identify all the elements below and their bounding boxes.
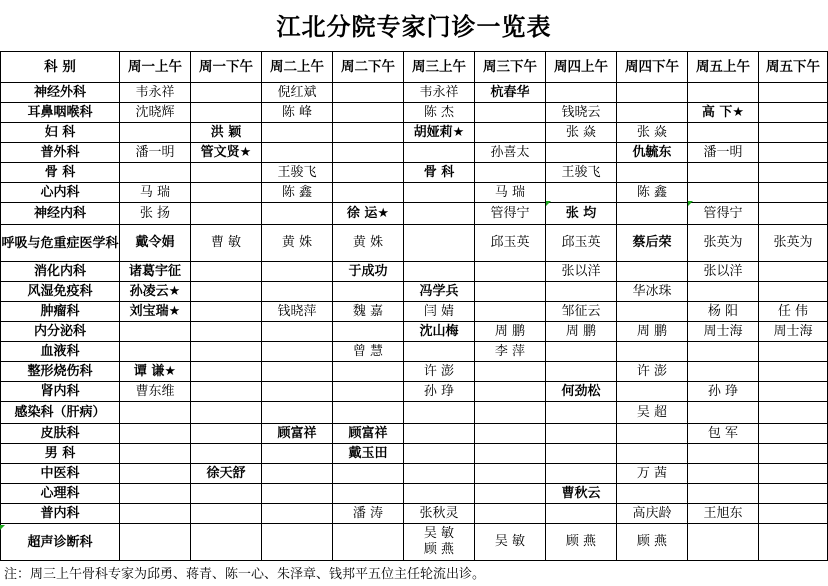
dept-cell: 超声诊断科 — [1, 524, 120, 561]
doctor-cell: 韦永祥 — [404, 83, 475, 103]
doctor-cell — [759, 504, 828, 524]
table-row — [1, 143, 828, 163]
doctor-cell — [191, 83, 262, 103]
doctor-cell: 马 瑞 — [475, 183, 546, 203]
header-session: 周五下午 — [759, 52, 828, 83]
doctor-cell — [404, 424, 475, 444]
doctor-cell: 沈晓辉 — [120, 103, 191, 123]
header-session: 周五上午 — [688, 52, 759, 83]
doctor-cell — [333, 282, 404, 302]
doctor-cell — [262, 444, 333, 464]
dept-cell: 妇 科 — [1, 123, 120, 143]
doctor-cell: 周 鹏 — [546, 322, 617, 342]
doctor-cell — [191, 524, 262, 561]
table-row — [1, 83, 828, 103]
doctor-cell — [546, 402, 617, 424]
doctor-cell — [333, 464, 404, 484]
table-row — [1, 444, 828, 464]
dept-cell: 神经外科 — [1, 83, 120, 103]
doctor-cell — [617, 302, 688, 322]
dept-cell: 肾内科 — [1, 382, 120, 402]
doctor-cell — [546, 444, 617, 464]
doctor-cell — [191, 203, 262, 225]
doctor-cell — [333, 163, 404, 183]
doctor-cell — [191, 262, 262, 282]
doctor-cell — [617, 484, 688, 504]
dept-cell: 神经内科 — [1, 203, 120, 225]
doctor-cell — [688, 123, 759, 143]
doctor-cell — [546, 464, 617, 484]
doctor-cell: 张英为 — [688, 225, 759, 262]
doctor-cell: 许 澎 — [617, 362, 688, 382]
doctor-cell — [617, 262, 688, 282]
doctor-cell: 诸葛宇征 — [120, 262, 191, 282]
doctor-cell: 曹 敏 — [191, 225, 262, 262]
doctor-cell — [404, 143, 475, 163]
doctor-cell: 钱晓云 — [546, 103, 617, 123]
doctor-cell — [688, 163, 759, 183]
doctor-cell — [475, 424, 546, 444]
doctor-cell: 曹东维 — [120, 382, 191, 402]
doctor-cell — [475, 103, 546, 123]
doctor-cell: 张以洋 — [688, 262, 759, 282]
doctor-cell: 孙凌云★ — [120, 282, 191, 302]
doctor-cell: 闫 婧 — [404, 302, 475, 322]
doctor-cell — [333, 183, 404, 203]
doctor-cell — [333, 362, 404, 382]
doctor-cell: 仇毓东 — [617, 143, 688, 163]
doctor-cell — [617, 103, 688, 123]
doctor-cell — [333, 143, 404, 163]
doctor-cell: 钱晓萍 — [262, 302, 333, 322]
doctor-cell — [475, 302, 546, 322]
doctor-cell: 孙 琤 — [688, 382, 759, 402]
doctor-cell — [120, 342, 191, 362]
doctor-cell: 李 萍 — [475, 342, 546, 362]
doctor-cell: 周士海 — [759, 322, 828, 342]
doctor-cell — [475, 444, 546, 464]
doctor-cell: 曾 慧 — [333, 342, 404, 362]
header-session: 周四上午 — [546, 52, 617, 83]
doctor-cell — [759, 342, 828, 362]
doctor-cell — [191, 382, 262, 402]
doctor-cell — [262, 504, 333, 524]
doctor-cell: 张 均 — [546, 203, 617, 225]
doctor-cell — [262, 524, 333, 561]
doctor-cell — [191, 282, 262, 302]
doctor-cell: 任 伟 — [759, 302, 828, 322]
doctor-cell: 管得宁 — [475, 203, 546, 225]
doctor-cell: 周 鹏 — [617, 322, 688, 342]
doctor-cell: 顾 燕 — [546, 524, 617, 561]
doctor-cell — [404, 183, 475, 203]
doctor-cell — [546, 83, 617, 103]
doctor-cell — [759, 484, 828, 504]
dept-cell: 肿瘤科 — [1, 302, 120, 322]
doctor-cell: 邹征云 — [546, 302, 617, 322]
doctor-cell — [688, 444, 759, 464]
doctor-cell — [475, 484, 546, 504]
doctor-cell — [546, 183, 617, 203]
doctor-cell: 孙 琤 — [404, 382, 475, 402]
doctor-cell — [191, 444, 262, 464]
doctor-cell — [333, 322, 404, 342]
doctor-cell — [617, 163, 688, 183]
doctor-cell — [688, 362, 759, 382]
doctor-cell: 潘 涛 — [333, 504, 404, 524]
doctor-cell — [475, 402, 546, 424]
doctor-cell — [475, 464, 546, 484]
doctor-cell: 胡娅莉★ — [404, 123, 475, 143]
table-row — [1, 203, 828, 225]
doctor-cell — [759, 163, 828, 183]
doctor-cell — [759, 382, 828, 402]
doctor-cell — [262, 464, 333, 484]
doctor-cell — [333, 103, 404, 123]
doctor-cell: 王骏飞 — [546, 163, 617, 183]
doctor-cell: 沈山梅 — [404, 322, 475, 342]
doctor-cell — [688, 484, 759, 504]
doctor-cell — [404, 444, 475, 464]
doctor-cell: 陈 鑫 — [262, 183, 333, 203]
doctor-cell — [688, 524, 759, 561]
doctor-cell — [688, 402, 759, 424]
table-row — [1, 225, 828, 262]
header-session: 周三上午 — [404, 52, 475, 83]
doctor-cell — [333, 524, 404, 561]
doctor-cell: 顾 燕 — [617, 524, 688, 561]
doctor-cell: 陈 杰 — [404, 103, 475, 123]
doctor-cell — [688, 183, 759, 203]
doctor-cell: 潘一明 — [120, 143, 191, 163]
doctor-cell: 张秋灵 — [404, 504, 475, 524]
doctor-cell: 吴 超 — [617, 402, 688, 424]
dept-cell: 中医科 — [1, 464, 120, 484]
doctor-cell: 陈 鑫 — [617, 183, 688, 203]
page-title: 江北分院专家门诊一览表 — [276, 11, 552, 41]
table-row — [1, 322, 828, 342]
doctor-cell: 王骏飞 — [262, 163, 333, 183]
doctor-cell — [262, 282, 333, 302]
doctor-cell — [191, 302, 262, 322]
doctor-cell: 高庆龄 — [617, 504, 688, 524]
doctor-cell: 戴令娟 — [120, 225, 191, 262]
dept-cell: 普内科 — [1, 504, 120, 524]
footnote: 注：周三上午骨科专家为邱勇、蒋青、陈一心、朱泽章、钱邦平五位主任轮流出诊。 — [4, 567, 486, 582]
doctor-cell — [475, 504, 546, 524]
doctor-cell: 张 焱 — [617, 123, 688, 143]
doctor-cell — [759, 282, 828, 302]
doctor-cell — [759, 444, 828, 464]
doctor-cell — [191, 163, 262, 183]
doctor-cell — [546, 342, 617, 362]
doctor-cell — [120, 504, 191, 524]
header-dept: 科 别 — [1, 52, 120, 83]
doctor-cell — [262, 203, 333, 225]
comment-marker-icon — [0, 525, 5, 530]
table-row — [1, 103, 828, 123]
doctor-cell — [617, 424, 688, 444]
table-row — [1, 123, 828, 143]
doctor-cell — [120, 424, 191, 444]
doctor-cell: 戴玉田 — [333, 444, 404, 464]
doctor-name: 吴 敏 — [423, 526, 455, 541]
table-row — [1, 282, 828, 302]
doctor-cell — [759, 143, 828, 163]
doctor-cell — [191, 484, 262, 504]
doctor-cell: 张英为 — [759, 225, 828, 262]
doctor-cell — [120, 402, 191, 424]
comment-marker-icon — [688, 201, 693, 206]
doctor-cell — [191, 362, 262, 382]
doctor-cell — [120, 524, 191, 561]
doctor-cell — [617, 382, 688, 402]
table-row — [1, 342, 828, 362]
doctor-cell — [617, 83, 688, 103]
doctor-cell: 陈 峰 — [262, 103, 333, 123]
doctor-cell — [191, 402, 262, 424]
doctor-cell — [262, 262, 333, 282]
table-row — [1, 504, 828, 524]
doctor-cell: 韦永祥 — [120, 83, 191, 103]
doctor-cell: 潘一明 — [688, 143, 759, 163]
table-row — [1, 464, 828, 484]
dept-cell: 普外科 — [1, 143, 120, 163]
doctor-cell — [262, 402, 333, 424]
doctor-cell: 洪 颖 — [191, 123, 262, 143]
dept-cell: 感染科（肝病） — [1, 402, 120, 424]
doctor-cell: 张 焱 — [546, 123, 617, 143]
header-session: 周一上午 — [120, 52, 191, 83]
doctor-cell: 曹秋云 — [546, 484, 617, 504]
doctor-cell — [262, 484, 333, 504]
doctor-cell — [759, 262, 828, 282]
doctor-cell: 谭 谦★ — [120, 362, 191, 382]
table-row — [1, 424, 828, 444]
doctor-cell — [688, 282, 759, 302]
doctor-cell — [120, 484, 191, 504]
doctor-cell: 吴 敏 — [475, 524, 546, 561]
doctor-cell: 黄 姝 — [262, 225, 333, 262]
doctor-cell — [475, 262, 546, 282]
dept-cell: 皮肤科 — [1, 424, 120, 444]
doctor-cell — [404, 402, 475, 424]
doctor-cell — [688, 83, 759, 103]
table-row — [1, 302, 828, 322]
header-session: 周二下午 — [333, 52, 404, 83]
doctor-cell — [546, 143, 617, 163]
dept-cell: 血液科 — [1, 342, 120, 362]
schedule-table — [0, 51, 828, 561]
doctor-cell — [191, 424, 262, 444]
doctor-cell — [333, 484, 404, 504]
doctor-cell: 顾富祥 — [333, 424, 404, 444]
doctor-cell — [262, 382, 333, 402]
doctor-cell — [759, 362, 828, 382]
doctor-cell — [759, 183, 828, 203]
doctor-cell: 万 茜 — [617, 464, 688, 484]
doctor-cell: 何劲松 — [546, 382, 617, 402]
doctor-cell — [475, 163, 546, 183]
doctor-cell — [333, 83, 404, 103]
header-session: 周一下午 — [191, 52, 262, 83]
doctor-cell: 邱玉英 — [475, 225, 546, 262]
dept-cell: 骨 科 — [1, 163, 120, 183]
doctor-cell — [475, 123, 546, 143]
doctor-cell — [759, 464, 828, 484]
comment-marker-icon — [546, 201, 551, 206]
doctor-cell — [759, 103, 828, 123]
dept-cell: 心内科 — [1, 183, 120, 203]
doctor-cell: 周 鹏 — [475, 322, 546, 342]
dept-cell: 消化内科 — [1, 262, 120, 282]
doctor-cell — [120, 163, 191, 183]
doctor-cell — [475, 362, 546, 382]
doctor-cell — [759, 402, 828, 424]
doctor-cell: 王旭东 — [688, 504, 759, 524]
doctor-cell — [759, 123, 828, 143]
doctor-cell — [404, 262, 475, 282]
doctor-cell — [333, 402, 404, 424]
header-session: 周四下午 — [617, 52, 688, 83]
doctor-cell — [546, 282, 617, 302]
doctor-cell: 管文贤★ — [191, 143, 262, 163]
doctor-cell: 顾富祥 — [262, 424, 333, 444]
doctor-cell — [546, 424, 617, 444]
dept-cell: 男 科 — [1, 444, 120, 464]
doctor-cell: 马 瑞 — [120, 183, 191, 203]
doctor-cell: 杨 阳 — [688, 302, 759, 322]
doctor-cell — [404, 225, 475, 262]
doctor-cell — [546, 362, 617, 382]
dept-cell: 耳鼻咽喉科 — [1, 103, 120, 123]
doctor-cell — [759, 203, 828, 225]
dept-cell: 风湿免疫科 — [1, 282, 120, 302]
doctor-cell — [617, 342, 688, 362]
doctor-cell: 刘宝瑞★ — [120, 302, 191, 322]
doctor-cell — [191, 342, 262, 362]
table-row — [1, 362, 828, 382]
doctor-cell — [759, 83, 828, 103]
doctor-cell — [688, 464, 759, 484]
doctor-cell — [759, 524, 828, 561]
doctor-cell: 周士海 — [688, 322, 759, 342]
doctor-cell — [404, 203, 475, 225]
dept-cell: 整形烧伤科 — [1, 362, 120, 382]
doctor-cell — [191, 322, 262, 342]
dept-cell: 内分泌科 — [1, 322, 120, 342]
doctor-name: 顾 燕 — [423, 542, 455, 557]
doctor-cell: 骨 科 — [404, 163, 475, 183]
doctor-cell: 高 下★ — [688, 103, 759, 123]
doctor-cell: 邱玉英 — [546, 225, 617, 262]
header-session: 周三下午 — [475, 52, 546, 83]
dept-cell: 心理科 — [1, 484, 120, 504]
doctor-cell: 黄 姝 — [333, 225, 404, 262]
doctor-cell — [191, 103, 262, 123]
table-row — [1, 402, 828, 424]
doctor-cell: 包 军 — [688, 424, 759, 444]
doctor-cell — [688, 342, 759, 362]
table-row — [1, 163, 828, 183]
doctor-cell — [404, 484, 475, 504]
table-row — [1, 484, 828, 504]
table-header-row — [1, 52, 828, 83]
doctor-cell — [191, 183, 262, 203]
table-row — [1, 262, 828, 282]
doctor-cell: 蔡后荣 — [617, 225, 688, 262]
doctor-cell — [404, 342, 475, 362]
doctor-cell: 张 扬 — [120, 203, 191, 225]
doctor-cell — [120, 123, 191, 143]
doctor-cell — [120, 444, 191, 464]
doctor-cell — [333, 382, 404, 402]
doctor-cell: 魏 嘉 — [333, 302, 404, 322]
doctor-cell — [617, 203, 688, 225]
table-row — [1, 382, 828, 402]
doctor-cell — [191, 504, 262, 524]
doctor-cell — [759, 424, 828, 444]
dept-cell: 呼吸与危重症医学科 — [1, 225, 120, 262]
header-session: 周二上午 — [262, 52, 333, 83]
doctor-cell: 管得宁 — [688, 203, 759, 225]
doctor-cell — [404, 524, 475, 561]
table-row — [1, 183, 828, 203]
doctor-cell: 杭春华 — [475, 83, 546, 103]
doctor-cell: 许 澎 — [404, 362, 475, 382]
doctor-cell: 华冰珠 — [617, 282, 688, 302]
doctor-cell — [262, 143, 333, 163]
doctor-cell: 倪红斌 — [262, 83, 333, 103]
doctor-cell — [333, 123, 404, 143]
table-row — [1, 524, 828, 561]
doctor-cell: 于成功 — [333, 262, 404, 282]
doctor-cell: 张以洋 — [546, 262, 617, 282]
doctor-cell — [546, 504, 617, 524]
doctor-cell: 冯学兵 — [404, 282, 475, 302]
doctor-cell — [120, 322, 191, 342]
doctor-cell — [262, 342, 333, 362]
doctor-cell: 徐天舒 — [191, 464, 262, 484]
doctor-cell: 徐 运★ — [333, 203, 404, 225]
doctor-cell — [404, 464, 475, 484]
doctor-cell: 孙喜太 — [475, 143, 546, 163]
doctor-cell — [262, 322, 333, 342]
doctor-cell — [475, 382, 546, 402]
doctor-cell — [120, 464, 191, 484]
doctor-cell — [475, 282, 546, 302]
doctor-cell — [617, 444, 688, 464]
doctor-cell — [262, 123, 333, 143]
doctor-cell — [262, 362, 333, 382]
